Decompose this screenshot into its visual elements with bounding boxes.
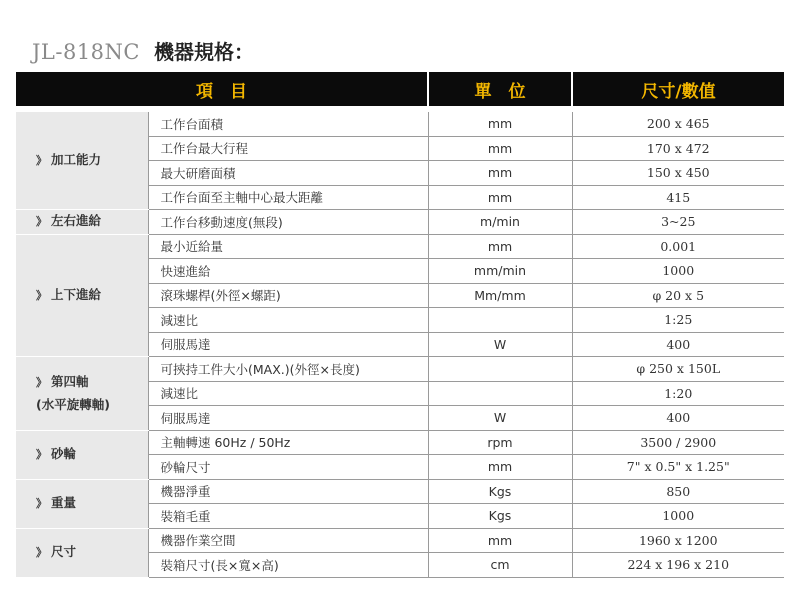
spec-item: 裝箱毛重 <box>148 504 428 529</box>
table-row <box>16 357 784 382</box>
chevron-right-icon: 》 <box>36 288 47 302</box>
spec-item: 機器作業空間 <box>148 528 428 553</box>
spec-value: 3500 / 2900 <box>572 430 784 455</box>
spec-value: 400 <box>572 332 784 357</box>
spec-unit: m/min <box>428 210 572 235</box>
spec-item: 滾珠螺桿(外徑×螺距) <box>148 283 428 308</box>
spec-value: φ 20 x 5 <box>572 283 784 308</box>
spec-item: 最小近給量 <box>148 234 428 259</box>
spec-unit: Kgs <box>428 479 572 504</box>
category-cell <box>16 109 148 210</box>
category-label: 上下進給 <box>51 286 102 302</box>
chevron-right-icon: 》 <box>36 154 47 167</box>
spec-item: 工作台面至主軸中心最大距離 <box>148 185 428 210</box>
model-number: JL-818NC <box>32 40 140 64</box>
category-label: 第四軸 (水平旋轉軸) <box>36 373 110 412</box>
spec-unit: mm <box>428 528 572 553</box>
spec-value: 170 x 472 <box>572 136 784 161</box>
category-label: 砂輪 <box>51 446 77 461</box>
spec-unit: mm <box>428 136 572 161</box>
spec-table-body <box>16 109 784 577</box>
table-row <box>16 430 784 455</box>
spec-item: 砂輪尺寸 <box>148 455 428 480</box>
chevron-right-icon: 》 <box>36 215 47 229</box>
spec-item: 伺服馬達 <box>148 406 428 431</box>
spec-item: 工作台最大行程 <box>148 136 428 161</box>
chevron-right-icon: 》 <box>36 546 47 559</box>
spec-unit <box>428 357 572 382</box>
spec-value: 400 <box>572 406 784 431</box>
table-row <box>16 528 784 553</box>
category-cell <box>16 479 148 528</box>
spec-item: 減速比 <box>148 381 428 406</box>
table-row <box>16 109 784 136</box>
category-cell <box>16 210 148 235</box>
spec-value: 1:20 <box>572 381 784 406</box>
column-header-value: 尺寸/數值 <box>572 72 784 109</box>
spec-unit: mm <box>428 455 572 480</box>
table-row <box>16 234 784 259</box>
spec-value: 850 <box>572 479 784 504</box>
spec-value: 1000 <box>572 504 784 529</box>
spec-unit: W <box>428 406 572 431</box>
spec-item: 可挾持工件大小(MAX.)(外徑×長度) <box>148 357 428 382</box>
spec-item: 最大研磨面積 <box>148 161 428 186</box>
chevron-right-icon: 》 <box>36 375 47 389</box>
chevron-right-icon: 》 <box>36 448 47 461</box>
spec-value: φ 250 x 150L <box>572 357 784 382</box>
spec-value: 0.001 <box>572 234 784 259</box>
table-row <box>16 210 784 235</box>
chevron-right-icon: 》 <box>36 497 47 510</box>
category-cell <box>16 528 148 577</box>
spec-item: 減速比 <box>148 308 428 333</box>
table-row <box>16 479 784 504</box>
spec-unit: W <box>428 332 572 357</box>
spec-item: 伺服馬達 <box>148 332 428 357</box>
spec-unit: mm/min <box>428 259 572 284</box>
spec-unit <box>428 381 572 406</box>
spec-unit: Kgs <box>428 504 572 529</box>
column-header-unit: 單 位 <box>428 72 572 109</box>
page-header <box>32 36 254 62</box>
spec-item: 快速進給 <box>148 259 428 284</box>
column-header-item: 項 目 <box>16 72 428 109</box>
spec-unit <box>428 308 572 333</box>
spec-value: 1:25 <box>572 308 784 333</box>
spec-value: 1960 x 1200 <box>572 528 784 553</box>
spec-value: 415 <box>572 185 784 210</box>
spec-unit: Mm/mm <box>428 283 572 308</box>
category-cell <box>16 430 148 479</box>
spec-value: 224 x 196 x 210 <box>572 553 784 578</box>
spec-value: 7" x 0.5" x 1.25" <box>572 455 784 480</box>
spec-value: 200 x 465 <box>572 109 784 136</box>
category-label: 加工能力 <box>51 152 102 167</box>
category-label: 重量 <box>51 495 77 510</box>
spec-unit: rpm <box>428 430 572 455</box>
spec-value: 3~25 <box>572 210 784 235</box>
spec-item: 工作台面積 <box>148 109 428 136</box>
category-cell <box>16 357 148 431</box>
spec-item: 裝箱尺寸(長×寬×高) <box>148 553 428 578</box>
spec-unit: cm <box>428 553 572 578</box>
spec-value: 1000 <box>572 259 784 284</box>
spec-unit: mm <box>428 234 572 259</box>
table-header-row <box>16 72 784 109</box>
category-label: 尺寸 <box>51 544 77 559</box>
spec-unit: mm <box>428 109 572 136</box>
page-title: 機器規格： <box>154 40 254 64</box>
spec-unit: mm <box>428 185 572 210</box>
spec-value: 150 x 450 <box>572 161 784 186</box>
category-label: 左右進給 <box>51 213 102 229</box>
spec-item: 機器淨重 <box>148 479 428 504</box>
spec-item: 工作台移動速度(無段) <box>148 210 428 235</box>
spec-table <box>16 72 784 578</box>
category-cell <box>16 234 148 357</box>
spec-item: 主軸轉速 60Hz / 50Hz <box>148 430 428 455</box>
spec-unit: mm <box>428 161 572 186</box>
